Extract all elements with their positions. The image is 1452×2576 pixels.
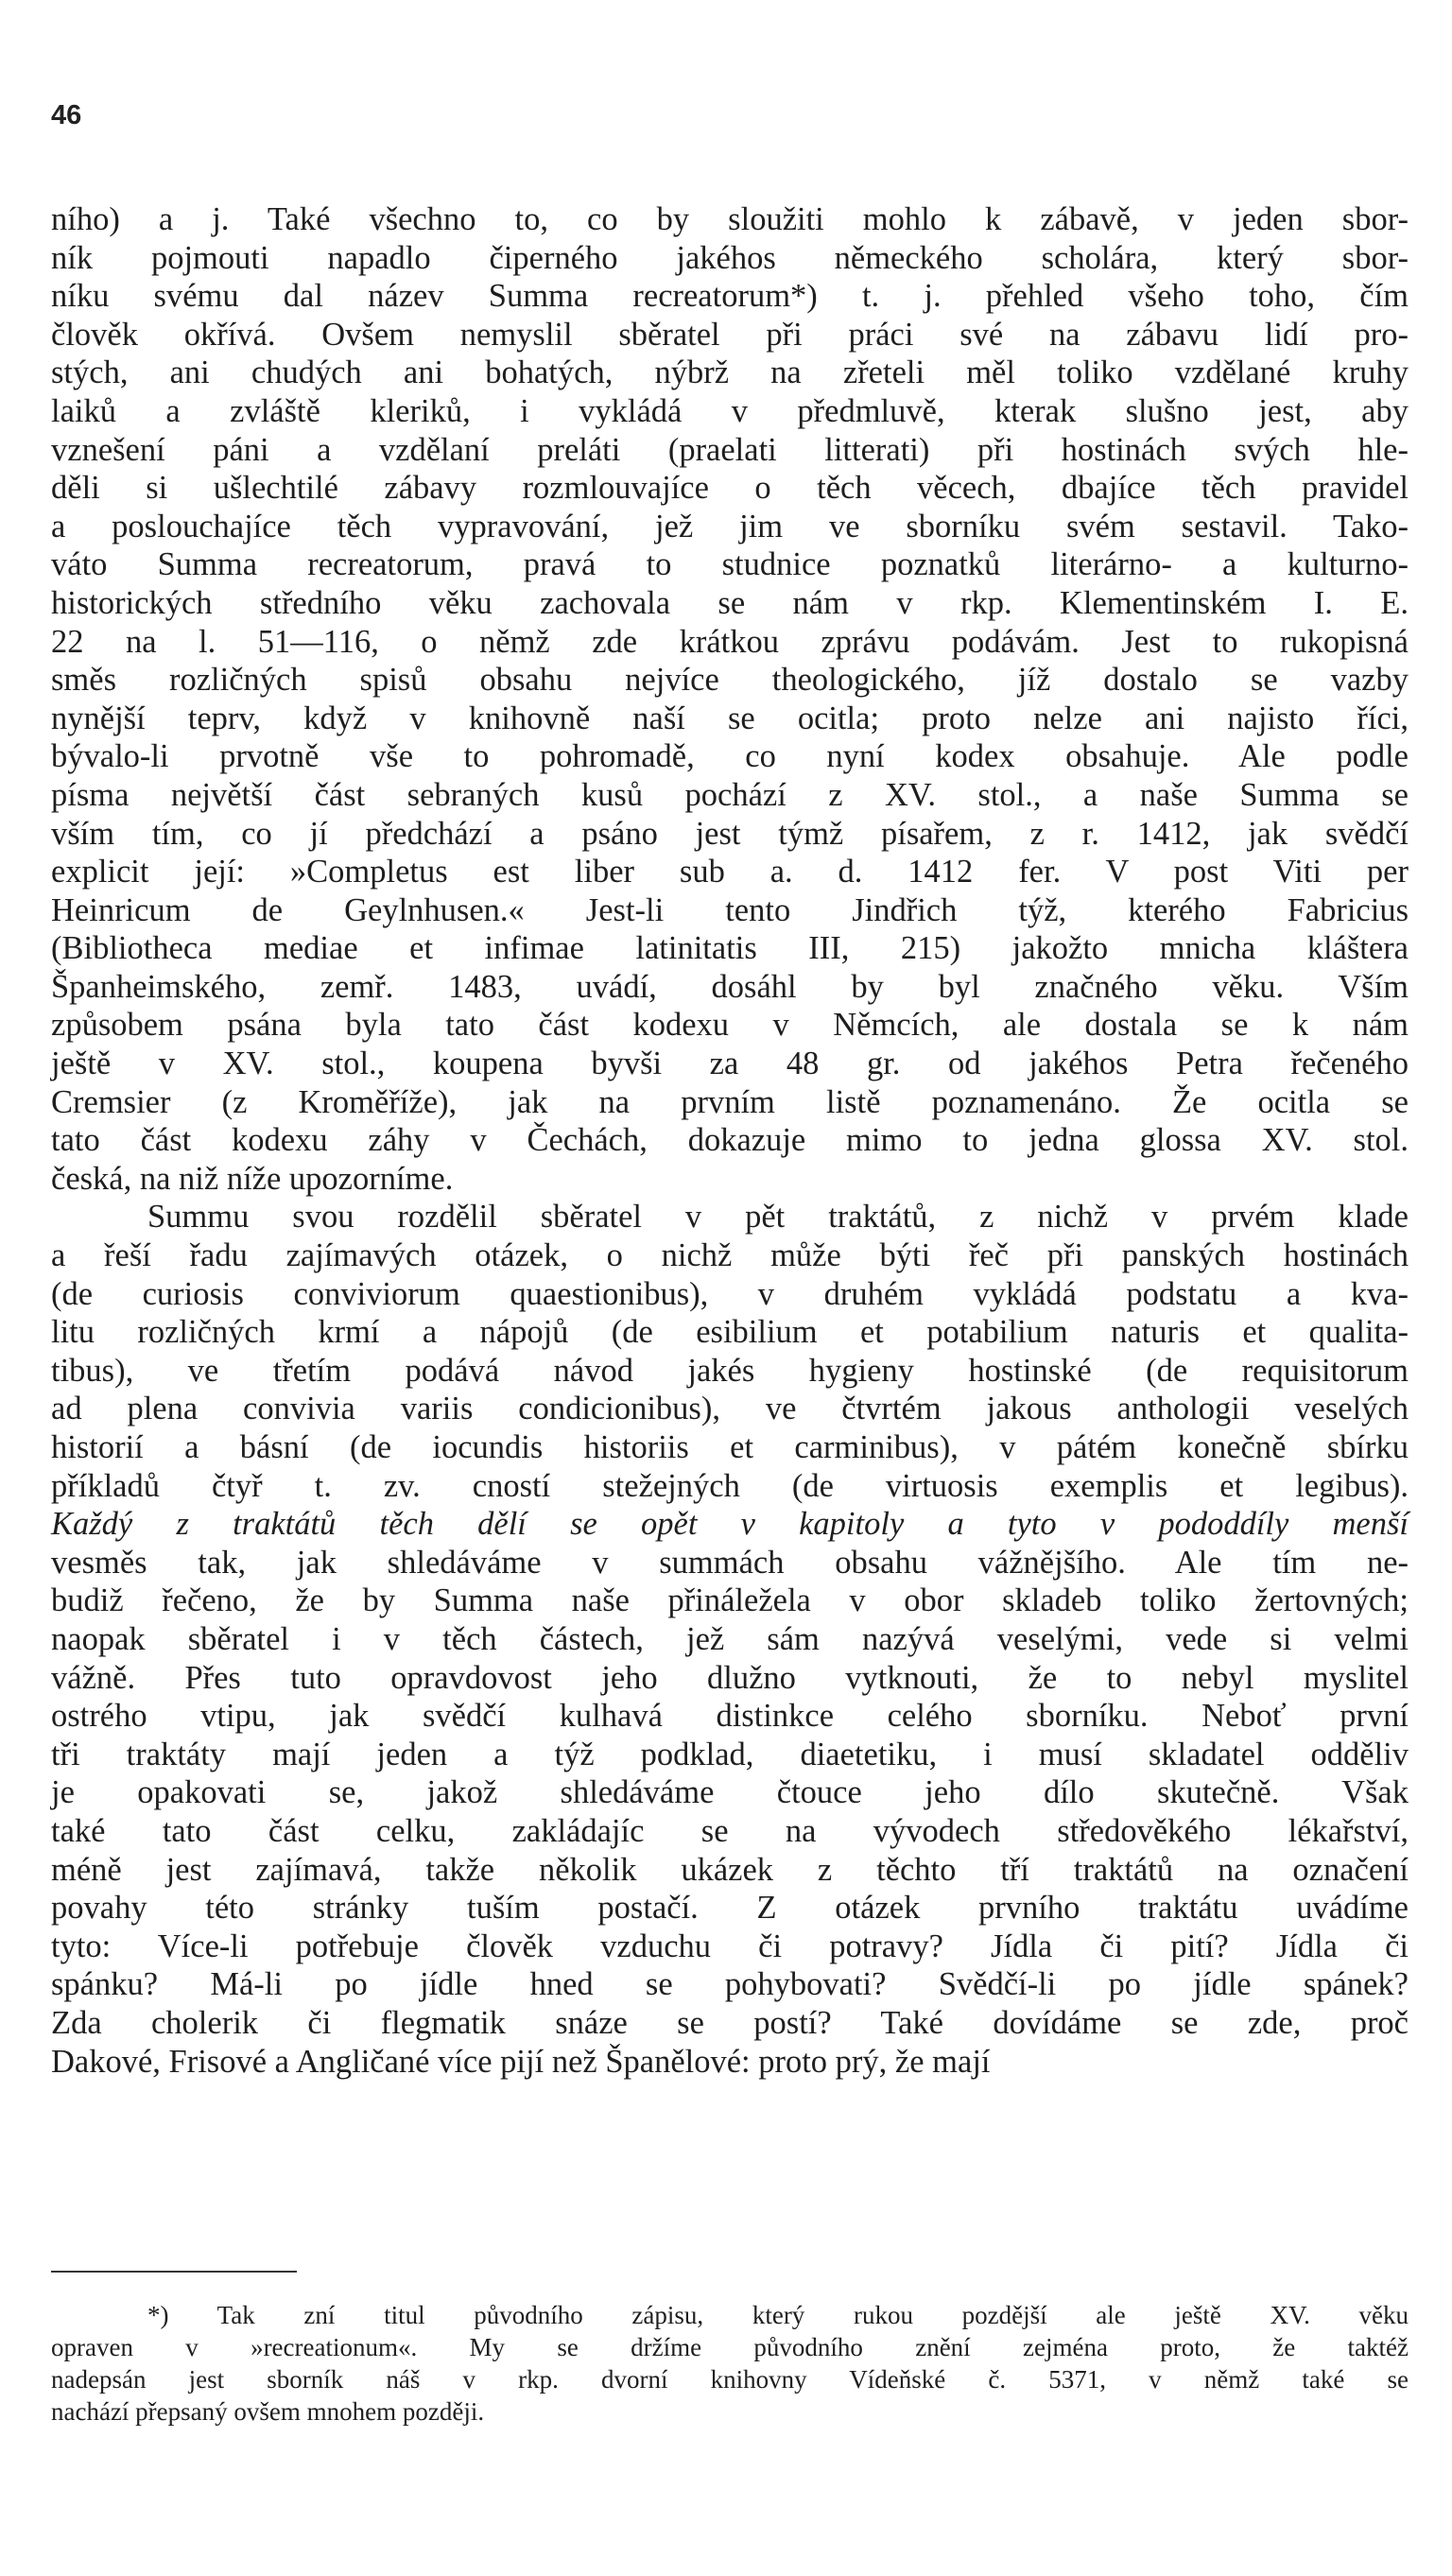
text-line: nynější teprv, když v knihovně naší se ocitla; proto nelze ani najisto říci,	[51, 700, 1409, 736]
text-line: Heinricum de Geylnhusen.« Jest-li tento Jindřich týž, kterého Fabricius	[51, 891, 1409, 928]
text-line: ještě v XV. stol., koupena byvši za 48 gr. od jakéhos Petra řečeného	[51, 1046, 1409, 1082]
text-line: (Bibliotheca mediae et infimae latinitatis III, 215) jakožto mnicha kláštera	[51, 930, 1409, 967]
text-line: Zda cholerik či flegmatik snáze se postí? Také dovídáme se zde, proč	[51, 2004, 1409, 2041]
footnote-divider	[51, 2271, 297, 2273]
text-line: ostrého vtipu, jak svědčí kulhavá distinkce celého sborníku. Neboť první	[51, 1698, 1409, 1735]
text-line: laiků a zvláště kleriků, i vykládá v předmluvě, kterak slušno jest, aby	[51, 392, 1409, 429]
text-line: vesměs tak, jak shledáváme v summách obsahu vážnějšího. Ale tím ne-	[51, 1544, 1409, 1581]
main-text	[51, 200, 1409, 2081]
text-line: Dakové, Frisové a Angličané více pijí než Španělové: proto prý, že mají	[51, 2043, 991, 2080]
text-line: směs rozličných spisů obsahu nejvíce theologického, jíž dostalo se vazby	[51, 662, 1409, 699]
text-line: tři traktáty mají jeden a týž podklad, diaetetiku, i musí skladatel odděliv	[51, 1736, 1409, 1772]
text-line: Každý z traktátů těch dělí se opět v kapitoly a tyto v pododdíly menší	[51, 1506, 1409, 1543]
text-line: stých, ani chudých ani bohatých, nýbrž na zřeteli měl toliko vzdělané kruhy	[51, 354, 1409, 391]
text-line: níku svému dal název Summa recreatorum*) t. j. přehled všeho toho, čím	[51, 278, 1409, 315]
text-line: tyto: Více-li potřebuje člověk vzduchu či potravy? Jídla či pití? Jídla či	[51, 1928, 1409, 1964]
text-line: (de curiosis conviviorum quaestionibus), v druhém vykládá podstatu a kva-	[51, 1275, 1409, 1312]
footnote-line: opraven v »recreationum«. My se držíme původního znění zejména proto, že taktéž	[51, 2333, 1409, 2361]
text-line: příkladů čtyř t. zv. cností stežejných (de virtuosis exemplis et legibus).	[51, 1467, 1409, 1504]
text-line: děli si ušlechtilé zábavy rozmlouvajíce o těch věcech, dbajíce těch pravidel	[51, 470, 1409, 507]
text-line: explicit její: »Completus est liber sub a. d. 1412 fer. V post Viti per	[51, 854, 1409, 890]
text-line: a řeší řadu zajímavých otázek, o nichž může býti řeč při panských hostinách	[51, 1237, 1409, 1274]
text-line: tato část kodexu záhy v Čechách, dokazuje mimo to jedna glossa XV. stol.	[51, 1122, 1409, 1159]
text-line: méně jest zajímavá, takže několik ukázek z těchto tří traktátů na označení	[51, 1851, 1409, 1888]
text-line: způsobem psána byla tato část kodexu v Němcích, ale dostala se k nám	[51, 1007, 1409, 1044]
text-line: vznešení páni a vzdělaní preláti (praelati litterati) při hostinách svých hle-	[51, 431, 1409, 468]
text-line: Summu svou rozdělil sběratel v pět traktátů, z nichž v prvém klade	[147, 1199, 1409, 1236]
text-line: vším tím, co jí předchází a psáno jest týmž písařem, z r. 1412, jak svědčí	[51, 815, 1409, 852]
text-line: historií a básní (de iocundis historiis et carminibus), v pátém konečně sbírku	[51, 1429, 1409, 1465]
text-line: ad plena convivia variis condicionibus), ve čtvrtém jakous anthologii veselých	[51, 1391, 1409, 1427]
page-number: 46	[51, 100, 82, 130]
text-line: písma největší část sebraných kusů pochází z XV. stol., a naše Summa se	[51, 776, 1409, 813]
text-line: česká, na niž níže upozorníme.	[51, 1160, 454, 1197]
text-line: 22 na l. 51—116, o němž zde krátkou zprávu podávám. Jest to rukopisná	[51, 623, 1409, 660]
text-line: spánku? Má-li po jídle hned se pohybovati? Svědčí-li po jídle spánek?	[51, 1966, 1409, 2003]
text-line: je opakovati se, jakož shledáváme čtouce jeho dílo skutečně. Však	[51, 1774, 1409, 1811]
text-line: tibus), ve třetím podává návod jakés hygieny hostinské (de requisitorum	[51, 1352, 1409, 1389]
text-line: ník pojmouti napadlo čiperného jakéhos německého scholára, který sbor-	[51, 239, 1409, 276]
text-line: naopak sběratel i v těch částech, jež sám nazývá veselými, vede si velmi	[51, 1620, 1409, 1657]
footnote-line: nachází přepsaný ovšem mnohem později.	[51, 2397, 485, 2426]
text-line: ního) a j. Také všechno to, co by sloužiti mohlo k zábavě, v jeden sbor-	[51, 201, 1409, 237]
text-line: a poslouchajíce těch vypravování, jež jim ve sborníku svém sestavil. Tako-	[51, 508, 1409, 545]
text-line: vážně. Přes tuto opravdovost jeho dlužno vytknouti, že to nebyl myslitel	[51, 1659, 1409, 1696]
text-line: povahy této stránky tuším postačí. Z otázek prvního traktátu uvádíme	[51, 1890, 1409, 1927]
text-line: litu rozličných krmí a nápojů (de esibilium et potabilium naturis et qualita-	[51, 1314, 1409, 1351]
footnote	[51, 2299, 1409, 2428]
text-line: také tato část celku, zakládajíc se na vývodech středověkého lékařství,	[51, 1812, 1409, 1849]
text-line: člověk okřívá. Ovšem nemyslil sběratel při práci své na zábavu lidí pro-	[51, 316, 1409, 353]
text-line: budiž řečeno, že by Summa naše přináležela v obor skladeb toliko žertovných;	[51, 1582, 1409, 1619]
footnote-line: nadepsán jest sborník náš v rkp. dvorní knihovny Vídeňské č. 5371, v němž také se	[51, 2365, 1409, 2394]
text-line: Cremsier (z Kroměříže), jak na prvním listě poznamenáno. Že ocitla se	[51, 1083, 1409, 1120]
text-line: bývalo-li prvotně vše to pohromadě, co nyní kodex obsahuje. Ale podle	[51, 738, 1409, 775]
text-line: historických středního věku zachovala se nám v rkp. Klementinském I. E.	[51, 584, 1409, 621]
text-line: váto Summa recreatorum, pravá to studnice poznatků literárno- a kulturno-	[51, 546, 1409, 583]
footnote-line: *) Tak zní titul původního zápisu, který rukou pozdější ale ještě XV. věku	[147, 2301, 1409, 2329]
text-line: Španheimského, zemř. 1483, uvádí, dosáhl by byl značného věku. Vším	[51, 968, 1409, 1005]
